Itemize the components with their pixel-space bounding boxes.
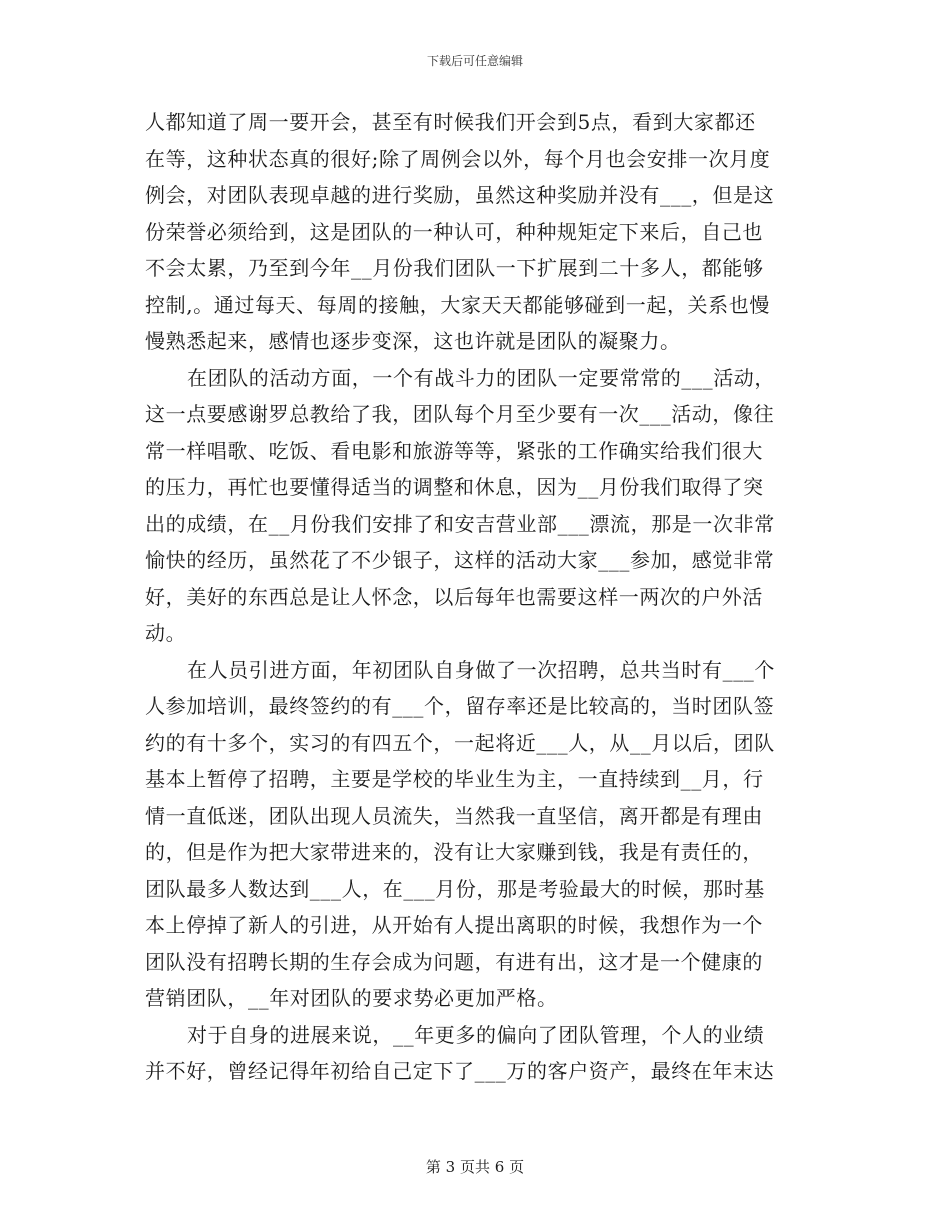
text-line: 营销团队，__年对团队的要求势必更加严格。 bbox=[145, 986, 558, 1010]
text-line: 情一直低迷，团队出现人员流失，当然我一直坚信，离开都是有理由 bbox=[145, 803, 763, 828]
page-footer: 第 3 页共 6 页 bbox=[425, 1158, 525, 1176]
text-line: 的，但是作为把大家带进来的，没有让大家赚到钱，我是有责任的， bbox=[145, 840, 763, 864]
text-line: 在等，这种状态真的很好;除了周例会以外，每个月也会安排一次月度 bbox=[145, 146, 771, 171]
text-line: 对于自身的进展来说，__年更多的偏向了团队管理，个人的业绩 bbox=[187, 1022, 765, 1047]
text-line: 出的成绩，在__月份我们安排了和安吉营业部___漂流，那是一次非常 bbox=[145, 511, 775, 536]
body-paragraph bbox=[145, 360, 810, 652]
text-line: 本上停掉了新人的引进，从开始有人提出离职的时候，我想作为一个 bbox=[145, 913, 763, 937]
text-line: 慢熟悉起来，感情也逐步变深，这也许就是团队的凝聚力。 bbox=[145, 329, 681, 353]
text-line: 基本上暂停了招聘，主要是学校的毕业生为主，一直持续到__月，行 bbox=[145, 767, 764, 791]
text-line: 约的有十多个，实习的有四五个，一起将近___人，从__月以后，团队 bbox=[145, 730, 775, 755]
text-line: 不会太累，乃至到今年__月份我们团队一下扩展到二十多人，都能够 bbox=[145, 256, 764, 280]
text-line: 在人员引进方面，年初团队自身做了一次招聘，总共当时有___个 bbox=[187, 657, 775, 682]
text-line: 例会，对团队表现卓越的进行奖励，虽然这种奖励并没有___，但是这 bbox=[145, 183, 775, 207]
text-line: 愉快的经历，虽然花了不少银子，这样的活动大家___参加，感觉非常 bbox=[145, 548, 775, 572]
body-paragraph bbox=[145, 104, 810, 360]
text-line: 人都知道了周一要开会，甚至有时候我们开会到5点，看到大家都还 bbox=[145, 110, 756, 134]
document-body bbox=[145, 104, 810, 1090]
text-line: 常一样唱歌、吃饭、看电影和旅游等等，紧张的工作确实给我们很大 bbox=[145, 438, 763, 463]
text-line: 动。 bbox=[145, 621, 187, 645]
text-line: 控制,。通过每天、每周的接触，大家天天都能够碰到一起，关系也慢 bbox=[145, 292, 770, 317]
text-line: 份荣誉必须给到，这是团队的一种认可，种种规矩定下来后，自己也 bbox=[145, 219, 763, 244]
text-line: 这一点要感谢罗总教给了我，团队每个月至少要有一次___活动，像往 bbox=[145, 402, 775, 426]
text-line: 在团队的活动方面，一个有战斗力的团队一定要常常的___活动， bbox=[187, 365, 775, 390]
body-paragraph bbox=[145, 652, 810, 1017]
text-line: 好，美好的东西总是让人怀念，以后每年也需要这样一两次的户外活 bbox=[145, 584, 763, 609]
page-header: 下载后可任意编辑 bbox=[426, 54, 523, 68]
text-line: 的压力，再忙也要懂得适当的调整和休息，因为__月份我们取得了突 bbox=[145, 475, 764, 499]
text-line: 人参加培训，最终签约的有___个，留存率还是比较高的，当时团队签 bbox=[145, 694, 775, 718]
text-line: 并不好，曾经记得年初给自己定下了___万的客户资产，最终在年末达 bbox=[145, 1059, 775, 1083]
text-line: 团队没有招聘长期的生存会成为问题，有进有出，这才是一个健康的 bbox=[145, 949, 763, 974]
text-line: 团队最多人数达到___人，在___月份，那是考验最大的时候，那时基 bbox=[145, 876, 765, 901]
body-paragraph bbox=[145, 1017, 810, 1090]
